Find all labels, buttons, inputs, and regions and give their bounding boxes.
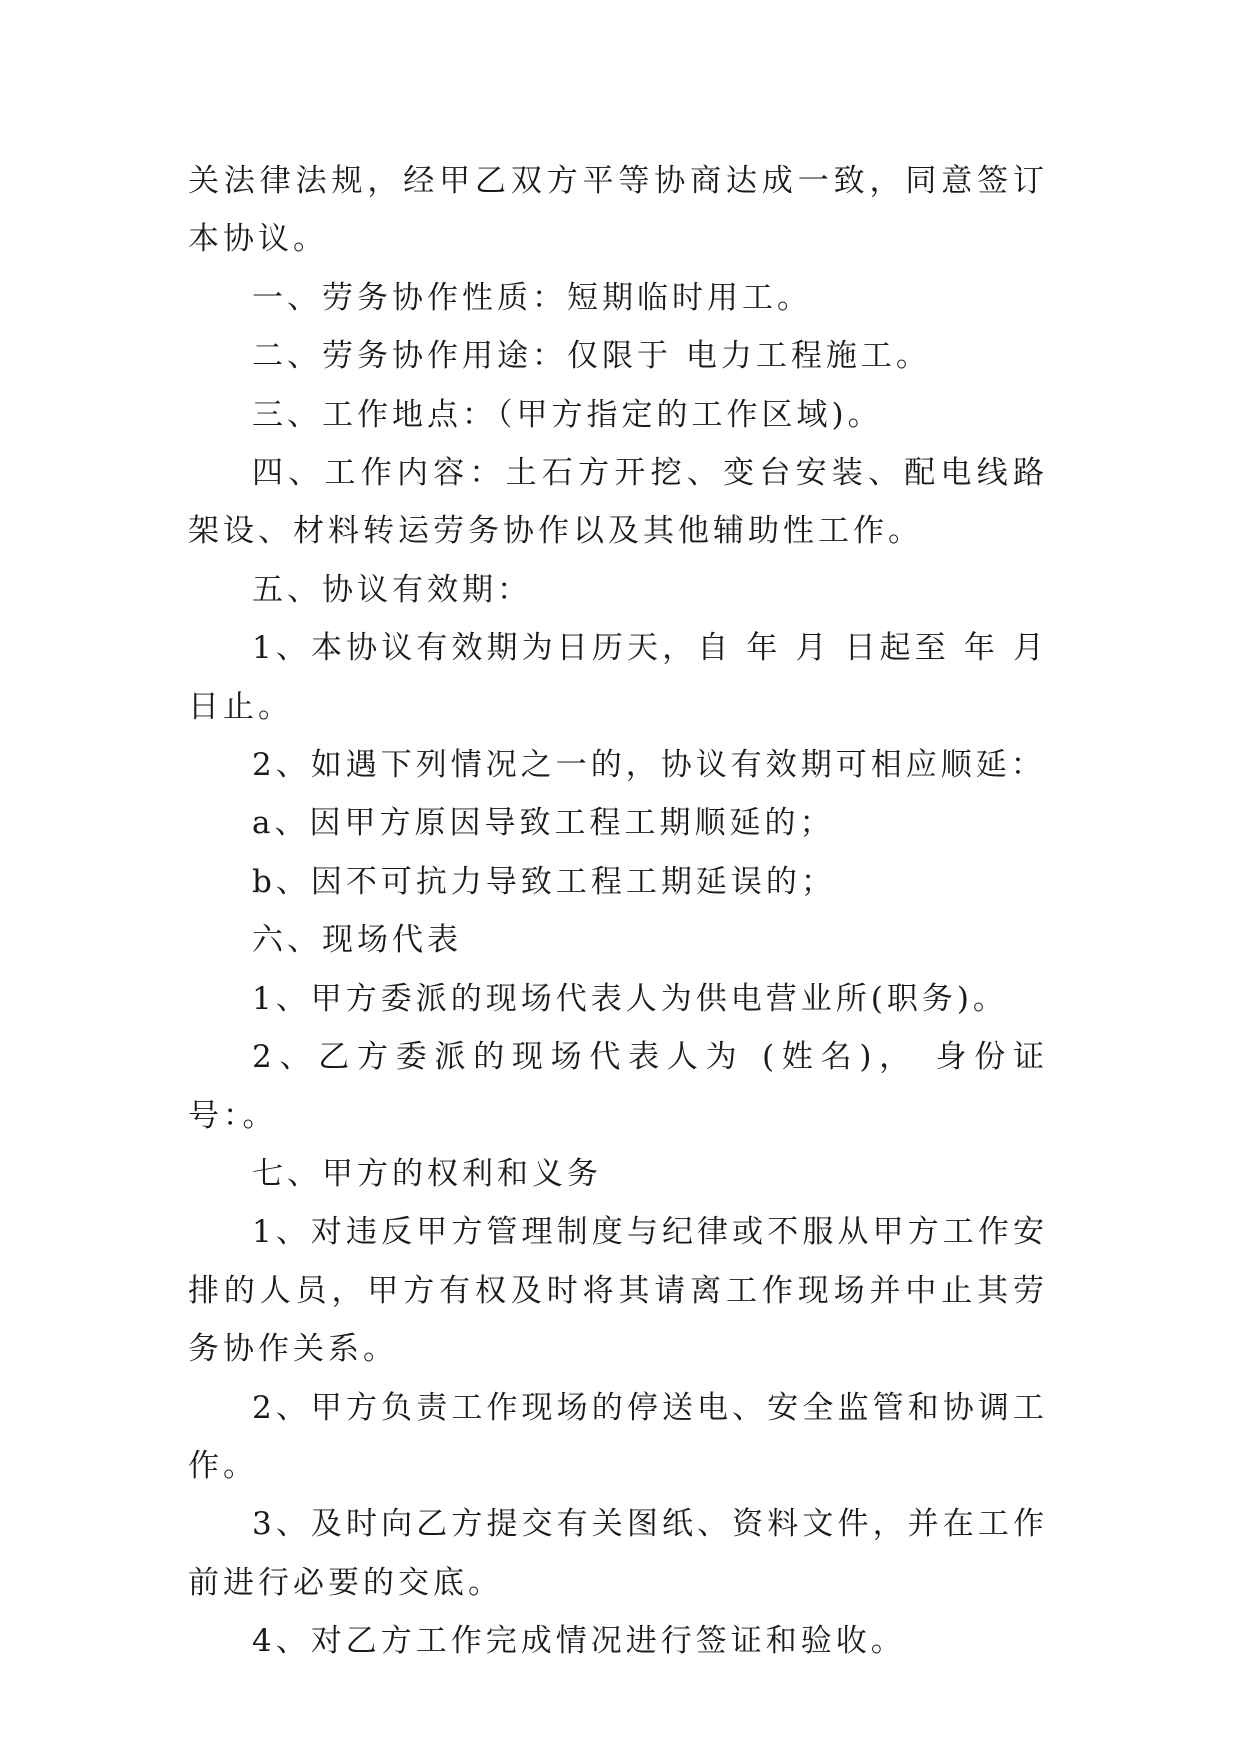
paragraph-14: 七、甲方的权利和义务 bbox=[252, 1155, 602, 1192]
paragraph-11: 六、现场代表 bbox=[252, 922, 462, 959]
paragraph-13: 2、乙方委派的现场代表人为 (姓名)， 身份证号：。 bbox=[188, 1039, 1048, 1134]
paragraph-2: 一、劳务协作性质：短期临时用工。 bbox=[252, 279, 812, 316]
paragraph-4: 三、工作地点：（甲方指定的工作区域)。 bbox=[252, 396, 883, 433]
paragraph-9: a、因甲方原因导致工程工期顺延的； bbox=[252, 805, 835, 842]
paragraph-5: 四、工作内容：土石方开挖、变台安装、配电线路架设、材料转运劳务协作以及其他辅助性工作。 bbox=[188, 455, 1048, 550]
paragraph-7: 1、本协议有效期为日历天，自 年 月 日起至 年 月 日止。 bbox=[188, 630, 1048, 725]
paragraph-15: 1、对违反甲方管理制度与纪律或不服从甲方工作安排的人员，甲方有权及时将其请离工作现场并中止其劳务协作关系。 bbox=[188, 1214, 1048, 1368]
paragraph-17: 3、及时向乙方提交有关图纸、资料文件，并在工作前进行必要的交底。 bbox=[188, 1506, 1048, 1601]
paragraph-1: 关法律法规，经甲乙双方平等协商达成一致，同意签订本协议。 bbox=[188, 163, 1048, 258]
document-body bbox=[188, 152, 1048, 1671]
paragraph-12: 1、甲方委派的现场代表人为供电营业所(职务)。 bbox=[252, 980, 1008, 1017]
paragraph-3: 二、劳务协作用途：仅限于 电力工程施工。 bbox=[252, 338, 931, 375]
paragraph-10: b、因不可抗力导致工程工期延误的； bbox=[252, 863, 836, 900]
paragraph-18: 4、对乙方工作完成情况进行签证和验收。 bbox=[252, 1623, 906, 1660]
paragraph-8: 2、如遇下列情况之一的，协议有效期可相应顺延： bbox=[252, 747, 1046, 784]
paragraph-6: 五、协议有效期： bbox=[252, 571, 532, 608]
paragraph-16: 2、甲方负责工作现场的停送电、安全监管和协调工作。 bbox=[188, 1389, 1048, 1484]
